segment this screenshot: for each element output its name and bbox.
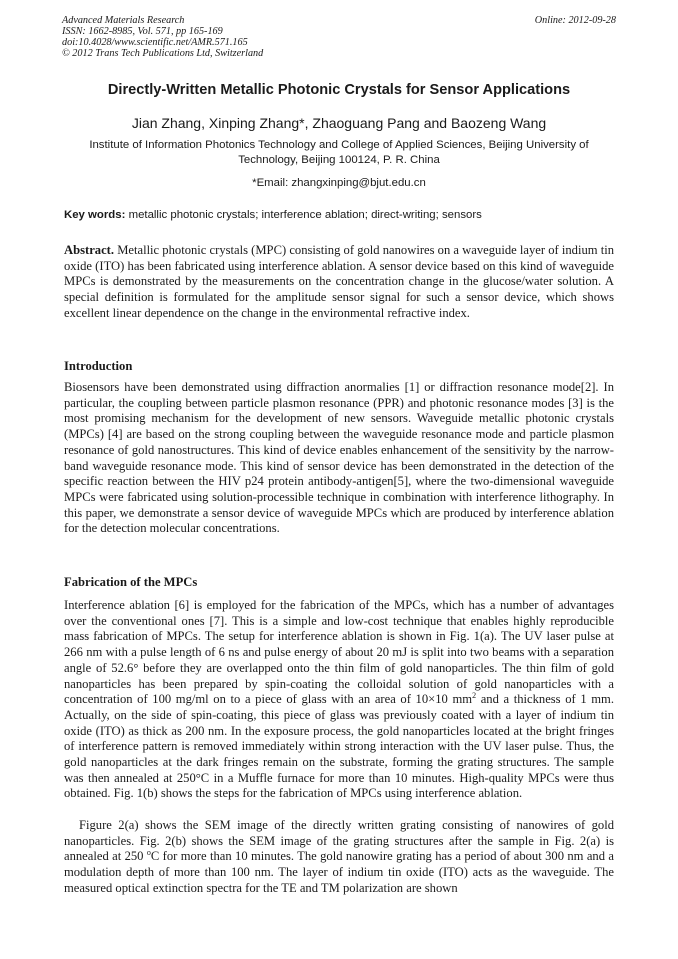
fabrication-heading: Fabrication of the MPCs xyxy=(64,575,198,589)
issn-line: ISSN: 1662-8985, Vol. 571, pp 165-169 xyxy=(62,26,223,37)
author-list: Jian Zhang, Xinping Zhang*, Zhaoguang Pang and Baozeng Wang xyxy=(131,115,547,131)
paper-title: Directly-Written Metallic Photonic Crystals for Sensor Applications xyxy=(107,82,571,98)
fabrication-paragraph-2 xyxy=(64,818,614,897)
online-date: Online: 2012-09-28 xyxy=(534,15,616,26)
copyright-line: © 2012 Trans Tech Publications Ltd, Switzerland xyxy=(62,48,264,59)
keywords-text: metallic photonic crystals; interference ablation; direct-writing; sensors xyxy=(128,209,482,221)
fab-p1-text-b: and a thickness of 1 mm. Actually, on the side of spin-coating, this piece of glass was previously coated with a layer of indium tin oxide (ITO) as thick as 200 nm. In the exposure process, the gold nanoparticles located at the bright fringes of interference pattern is removed immediately within strong interaction with the UV laser pulse. Thus, the gold nanoparticles at the dark fringes remain on the substrate, forming the grating structures. The sample was then annealed at 250°C in a Muffle furnace for more than 10 minutes. High-quality MPCs were thus obtained. Fig. 1(b) shows the steps for the fabrication of MPCs using interference ablation. xyxy=(64,692,614,801)
journal-name: Advanced Materials Research xyxy=(62,15,185,26)
fab-p1-superscript: 2 xyxy=(472,691,477,701)
fab-p1-text-a: Interference ablation [6] is employed for the fabrication of the MPCs, which has a number of advantages over the conventional ones [7]. This is a simple and low-cost technique that enables highly reproducible mass fabrication of MPCs. The setup for interference ablation is shown in Fig. 1(a). The UV laser pulse at 266 nm with a pulse length of 6 ns and pulse energy of about 20 mJ is split into two beams with a separation angle of 52.6° before they are overlapped onto the thin film of gold nanoparticles. The thin film of gold nanoparticles has been prepared by spin-coating the colloidal solution of gold nanoparticles with a concentration of 100 mg/ml on to a piece of glass with an area of 10×10 mm xyxy=(64,598,614,707)
contact-email: *Email: zhangxinping@bjut.edu.cn xyxy=(252,177,426,189)
fab-p2-text-b: C for more than 10 minutes. The gold nanowire grating has a period of about 300 nm and a modulation depth of more than 100 nm. The layer of indium tin oxide (ITO) acts as the waveguide. The measured optical extinction spectra for the TE and TM polarization are shown xyxy=(64,849,614,895)
fab-p2-superscript: o xyxy=(146,848,151,858)
keywords xyxy=(64,208,616,222)
introduction-paragraph: Biosensors have been demonstrated using diffraction anormalies [1] or diffraction resonance mode[2]. In particular, the coupling between particle plasmon resonance (PPR) and photonic resonance modes [3] is the most promising mechanism for the development of new sensors. Waveguide metallic photonic crystals (MPCs) [4] are based on the strong coupling between the waveguide resonance mode and particle plasmon resonance of gold nanostructures. This kind of device enables enhancement of the sensitivity by the narrow-band waveguide resonance mode. This kind of sensor device has been demonstrated in the detection of the specific reaction between the HIV p24 protein antibody-antigen[5], where the two-dimensional waveguide MPCs were fabricated using solution-processible technique in combination with interference lithography. In this paper, we demonstrate a sensor device of waveguide MPCs which are produced by interference ablation for the detection molecular concentrations. xyxy=(64,380,614,536)
abstract xyxy=(64,243,614,322)
journal-header xyxy=(62,15,616,59)
doi-line: doi:10.4028/www.scientific.net/AMR.571.165 xyxy=(62,37,248,48)
keywords-label: Key words: xyxy=(64,209,126,221)
introduction-heading: Introduction xyxy=(64,359,133,373)
affiliation: Institute of Information Photonics Technology and College of Applied Sciences, Beijing University of Technology, Beijing 100124, P. R. China xyxy=(89,139,589,166)
abstract-label: Abstract. xyxy=(64,243,115,257)
fabrication-paragraph-1 xyxy=(64,598,614,802)
fab-p2-text-a: Figure 2(a) shows the SEM image of the directly written grating consisting of nanowires of gold nanoparticles. Fig. 2(b) shows the SEM image of the grating structures after the sample in Fig. 2(a) is annealed at 250 xyxy=(64,818,614,864)
abstract-text: Metallic photonic crystals (MPC) consisting of gold nanowires on a waveguide layer of indium tin oxide (ITO) has been fabricated using interference ablation. A sensor device based on this kind of waveguide MPCs is demonstrated by the measurements on the concentration change in the glucose/water solution. A special definition is formulated for the amplitude sensor signal for such a sensor device, which shows excellent linear dependence on the change in the environmental refractive index. xyxy=(64,243,614,320)
